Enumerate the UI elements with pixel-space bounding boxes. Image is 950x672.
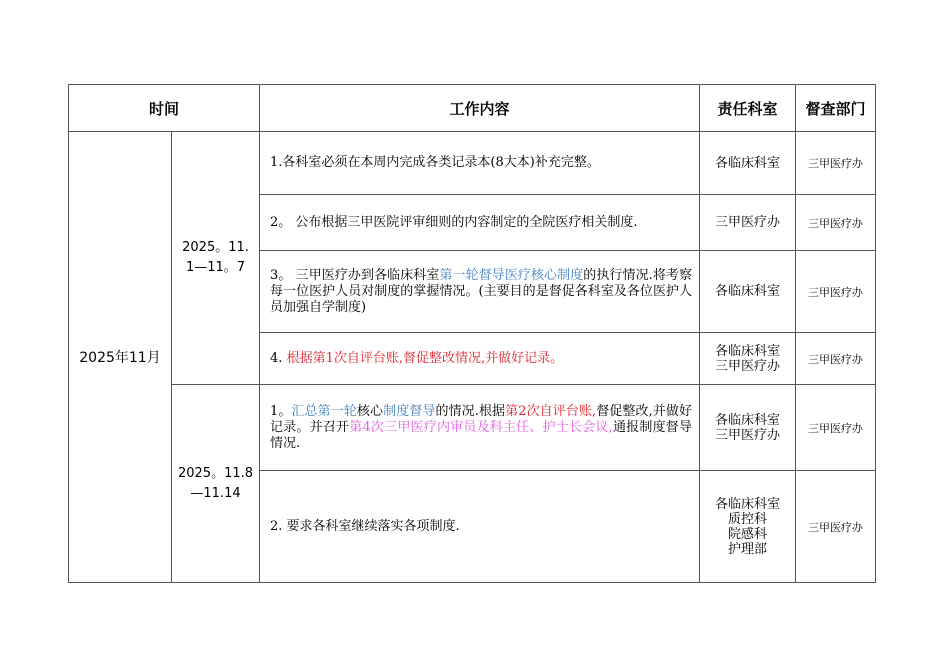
week1-label-line1: 2025。11. [182, 240, 249, 255]
task-highlight: 制度督导 [383, 403, 436, 419]
supervision-w1-4: 三甲医疗办 [796, 333, 876, 385]
task-highlight: 根据第1次自评台账,督促整改情况,并做好记录。 [286, 350, 564, 366]
task-w1-2: 2。 公布根据三甲医院评审细则的内容制定的全院医疗相关制度. [260, 195, 700, 251]
supervision-w1-2: 三甲医疗办 [796, 195, 876, 251]
task-w1-3 [260, 251, 700, 333]
task-text: 核心 [356, 403, 384, 419]
task-highlight: 第一轮督导医疗核心制度 [439, 267, 584, 283]
responsible-line: 各临床科室 [715, 343, 781, 359]
week1-label-line2: 1—11。7 [185, 260, 246, 275]
schedule-table [68, 84, 876, 583]
header-row [69, 85, 876, 132]
responsible-line: 三甲医疗办 [715, 427, 781, 443]
task-w1-4 [260, 333, 700, 385]
week1-cell [172, 132, 260, 385]
header-content: 工作内容 [260, 85, 700, 132]
month-cell: 2025年11月 [69, 132, 172, 583]
week2-label-line1: 2025。11.8 [177, 465, 254, 481]
task-text: 督促整改,并做好记录。并召开 [270, 403, 693, 435]
responsible-w2-2 [700, 471, 796, 583]
task-highlight: 第2次自评台账, [505, 403, 597, 419]
responsible-w1-4 [700, 333, 796, 385]
responsible-w2-1 [700, 385, 796, 471]
task-text: 4. [270, 350, 287, 366]
table-row [69, 385, 876, 471]
responsible-w1-1: 各临床科室 [700, 132, 796, 195]
task-w1-1: 1.各科室必须在本周内完成各类记录本(8大本)补充完整。 [260, 132, 700, 195]
week2-label-line2: —11.14 [190, 485, 241, 501]
task-highlight: 第4次三甲医疗内审员及科主任、护士长会议, [349, 419, 613, 435]
header-time: 时间 [69, 85, 260, 132]
responsible-line: 各临床科室 [715, 412, 781, 428]
task-w2-2: 2. 要求各科室继续落实各项制度. [260, 471, 700, 583]
header-responsible: 责任科室 [700, 85, 796, 132]
responsible-line: 院感科 [728, 526, 768, 542]
task-text: 3。 三甲医疗办到各临床科室 [270, 267, 440, 283]
header-supervision: 督查部门 [796, 85, 876, 132]
task-text: 通报制度督导情况. [270, 419, 692, 451]
responsible-line: 护理部 [728, 541, 768, 557]
task-text: 的执行情况.将考察每一位医护人员对制度的掌握情况。(主要目的是督促各科室及各位医护人员加强自学制度) [270, 267, 693, 315]
supervision-w1-3: 三甲医疗办 [796, 251, 876, 333]
task-w2-1 [260, 385, 700, 471]
task-highlight: 汇总第一轮 [291, 403, 357, 419]
task-text: 1。 [270, 403, 292, 419]
table-row [69, 132, 876, 195]
week2-cell [172, 385, 260, 583]
responsible-line: 各临床科室 [715, 496, 781, 512]
supervision-w1-1: 三甲医疗办 [796, 132, 876, 195]
responsible-line: 三甲医疗办 [715, 358, 781, 374]
task-text: 的情况.根据 [435, 403, 506, 419]
responsible-line: 质控科 [728, 511, 768, 527]
responsible-w1-3: 各临床科室 [700, 251, 796, 333]
supervision-w2-1: 三甲医疗办 [796, 385, 876, 471]
responsible-w1-2: 三甲医疗办 [700, 195, 796, 251]
supervision-w2-2: 三甲医疗办 [796, 471, 876, 583]
